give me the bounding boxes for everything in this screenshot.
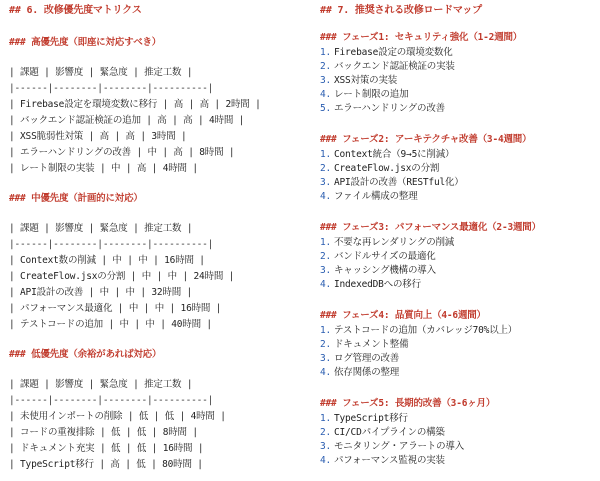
mid-priority-heading: ### 中優先度（計画的に対応） [9,193,143,204]
list-item: 2. CI/CDパイプラインの構築 [320,427,445,438]
phase-heading: ### フェーズ1: セキュリティ強化（1-2週間） [320,32,523,43]
table-row: | 未使用インポートの削除 | 低 | 低 | 4時間 | [9,411,226,422]
list-item: 2. バックエンド認証検証の実装 [320,61,455,72]
table-row: | XSS脆弱性対策 | 高 | 高 | 3時間 | [9,131,187,142]
table-separator: |------|--------|--------|----------| [9,395,214,406]
list-item: 1. TypeScript移行 [320,413,408,424]
list-item: 1. Context統合（9→5に削減） [320,149,455,160]
table-row: | TypeScript移行 | 高 | 低 | 80時間 | [9,459,203,470]
list-item: 2. ドキュメント整備 [320,339,409,350]
list-item: 1. 不要な再レンダリングの削減 [320,237,455,248]
list-item: 5. エラーハンドリングの改善 [320,103,445,114]
table-header: | 課題 | 影響度 | 緊急度 | 推定工数 | [9,223,193,234]
section-heading: ## 6. 改修優先度マトリクス [9,5,142,16]
list-item: 3. キャッシング機構の導入 [320,265,436,276]
table-header: | 課題 | 影響度 | 緊急度 | 推定工数 | [9,67,193,78]
table-row: | パフォーマンス最適化 | 中 | 中 | 16時間 | [9,303,222,314]
table-row: | コードの重複排除 | 低 | 低 | 8時間 | [9,427,198,438]
list-item: 4. ファイル構成の整理 [320,191,418,202]
table-row: | テストコードの追加 | 中 | 中 | 40時間 | [9,319,212,330]
phase-heading: ### フェーズ3: パフォーマンス最適化（2-3週間） [320,222,541,233]
table-row: | ドキュメント充実 | 低 | 低 | 16時間 | [9,443,204,454]
list-item: 1. テストコードの追加（カバレッジ70%以上） [320,325,518,336]
table-row: | CreateFlow.jsxの分割 | 中 | 中 | 24時間 | [9,271,235,282]
list-item: 4. IndexedDBへの移行 [320,279,421,290]
table-row: | エラーハンドリングの改善 | 中 | 高 | 8時間 | [9,147,235,158]
section-heading: ## 7. 推奨される改修ロードマップ [320,5,482,16]
table-separator: |------|--------|--------|----------| [9,83,214,94]
list-item: 1. Firebase設定の環境変数化 [320,47,453,58]
table-separator: |------|--------|--------|----------| [9,239,214,250]
table-row: | Firebase設定を環境変数に移行 | 高 | 高 | 2時間 | [9,99,261,110]
phase-heading: ### フェーズ2: アーキテクチャ改善（3-4週間） [320,134,532,145]
table-header: | 課題 | 影響度 | 緊急度 | 推定工数 | [9,379,193,390]
table-row: | バックエンド認証検証の追加 | 高 | 高 | 4時間 | [9,115,245,126]
table-row: | レート制限の実装 | 中 | 高 | 4時間 | [9,163,198,174]
phase-heading: ### フェーズ5: 長期的改善（3-6ヶ月） [320,398,496,409]
phase-heading: ### フェーズ4: 品質向上（4-6週間） [320,310,486,321]
list-item: 2. バンドルサイズの最適化 [320,251,436,262]
low-priority-heading: ### 低優先度（余裕があれば対応） [9,349,162,360]
high-priority-heading: ### 高優先度（即座に対応すべき） [9,37,162,48]
list-item: 3. モニタリング・アラートの導入 [320,441,465,452]
list-item: 2. CreateFlow.jsxの分割 [320,163,440,174]
table-row: | Context数の削減 | 中 | 中 | 16時間 | [9,255,205,266]
list-item: 3. API設計の改善（RESTful化） [320,177,464,188]
table-row: | API設計の改善 | 中 | 中 | 32時間 | [9,287,193,298]
list-item: 4. 依存関係の整理 [320,367,400,378]
list-item: 3. XSS対策の実装 [320,75,398,86]
list-item: 4. レート制限の追加 [320,89,409,100]
list-item: 3. ログ管理の改善 [320,353,400,364]
list-item: 4. パフォーマンス監視の実装 [320,455,445,466]
